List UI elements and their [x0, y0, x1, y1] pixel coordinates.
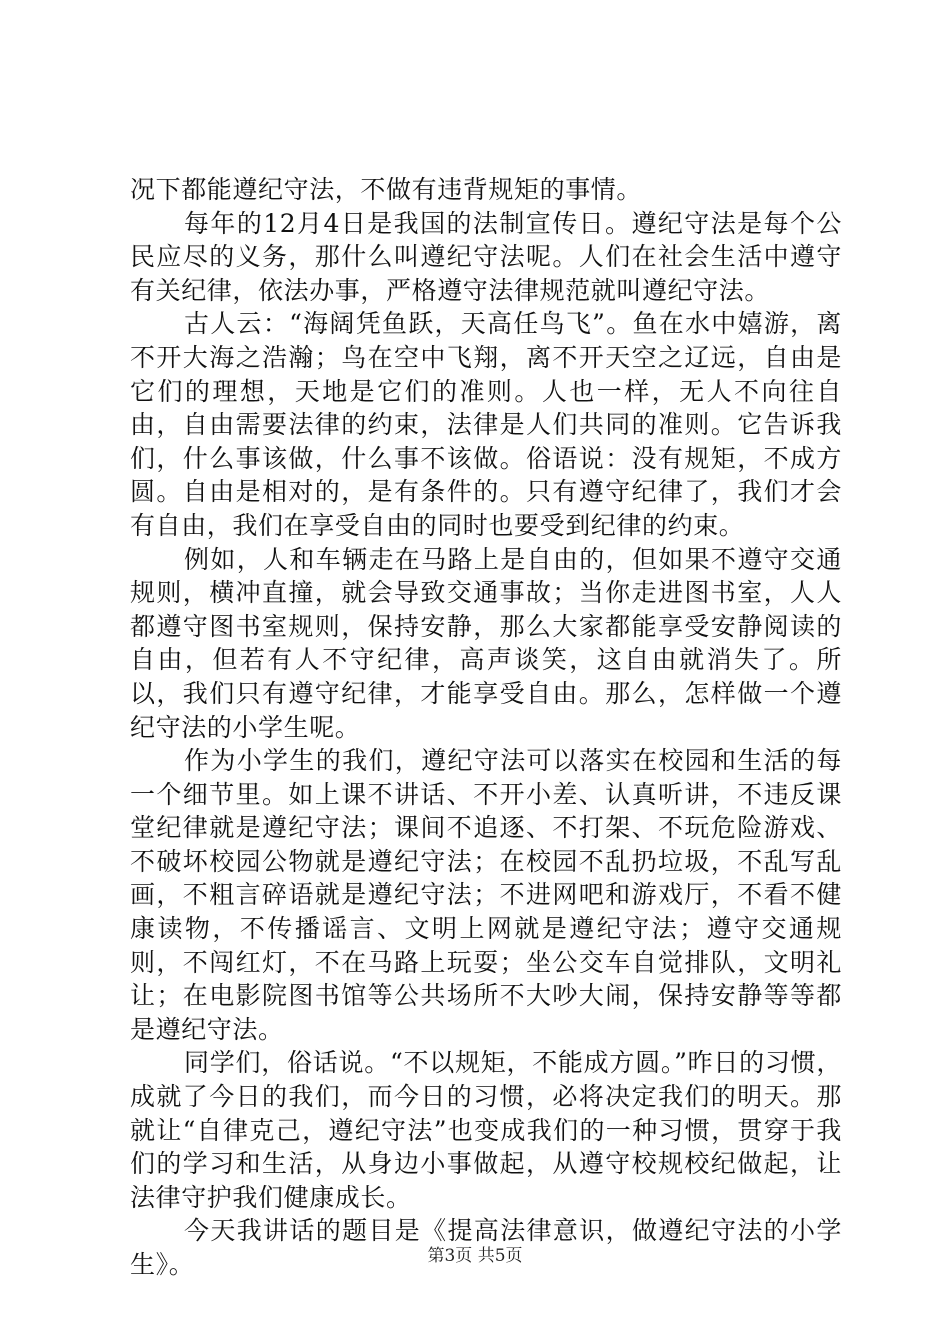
paragraph-example-traffic-library: 例如，人和车辆走在马路上是自由的，但如果不遵守交通规则，横冲直撞，就会导致交通事故；当你走进图书室，人人都遵守图书室规则，保持安静，那么大家都能享受安静阅读的自由，但若有人不守纪律，高声谈笑，这自由就消失了。所以，我们只有遵守纪律，才能享受自由。那么，怎样做一个遵纪守法的小学生呢。: [130, 544, 842, 742]
paragraph-habits: 同学们，俗话说。“不以规矩，不能成方圆。”昨日的习惯，成就了今日的我们，而今日的习惯，必将决定我们的明天。那就让“自律克己，遵纪守法”也变成我们的一种习惯，贯穿于我们的学习和生活，从身边小事做起，从遵守校规校纪做起，让法律守护我们健康成长。: [130, 1048, 842, 1212]
document-body: [130, 173, 842, 1282]
page-number-footer: 第3页 共5页: [427, 1246, 523, 1266]
paragraph-legal-day: 每年的12月4日是我国的法制宣传日。遵纪守法是每个公民应尽的义务，那什么叫遵纪守法呢。人们在社会生活中遵守有关纪律，依法办事，严格遵守法律规范就叫遵纪守法。: [130, 208, 842, 305]
paragraph-speech-title: 今天我讲话的题目是《提高法律意识，做遵纪守法的小学生》。: [130, 1216, 842, 1279]
paragraph-student-conduct: 作为小学生的我们，遵纪守法可以落实在校园和生活的每一个细节里。如上课不讲话、不开小差、认真听讲，不违反课堂纪律就是遵纪守法；课间不追逐、不打架、不玩危险游戏、不破坏校园公物就是遵纪守法；在校园不乱扔垃圾，不乱写乱画，不粗言碎语就是遵纪守法；不进网吧和游戏厅，不看不健康读物，不传播谣言、文明上网就是遵纪守法；遵守交通规则，不闯红灯，不在马路上玩耍；坐公交车自觉排队，文明礼让；在电影院图书馆等公共场所不大吵大闹，保持安静等等都是遵纪守法。: [130, 746, 842, 1044]
paragraph-continuation: 况下都能遵纪守法，不做有违背规矩的事情。: [130, 175, 643, 204]
paragraph-freedom-and-rules: 古人云：“海阔凭鱼跃，天高任鸟飞”。鱼在水中嬉游，离不开大海之浩瀚；鸟在空中飞翔，离不开天空之辽远，自由是它们的理想，天地是它们的准则。人也一样，无人不向往自由，自由需要法律的约束，法律是人们共同的准则。它告诉我们，什么事该做，什么事不该做。俗语说：没有规矩，不成方圆。自由是相对的，是有条件的。只有遵守纪律了，我们才会有自由，我们在享受自由的同时也要受到纪律的约束。: [130, 309, 842, 540]
